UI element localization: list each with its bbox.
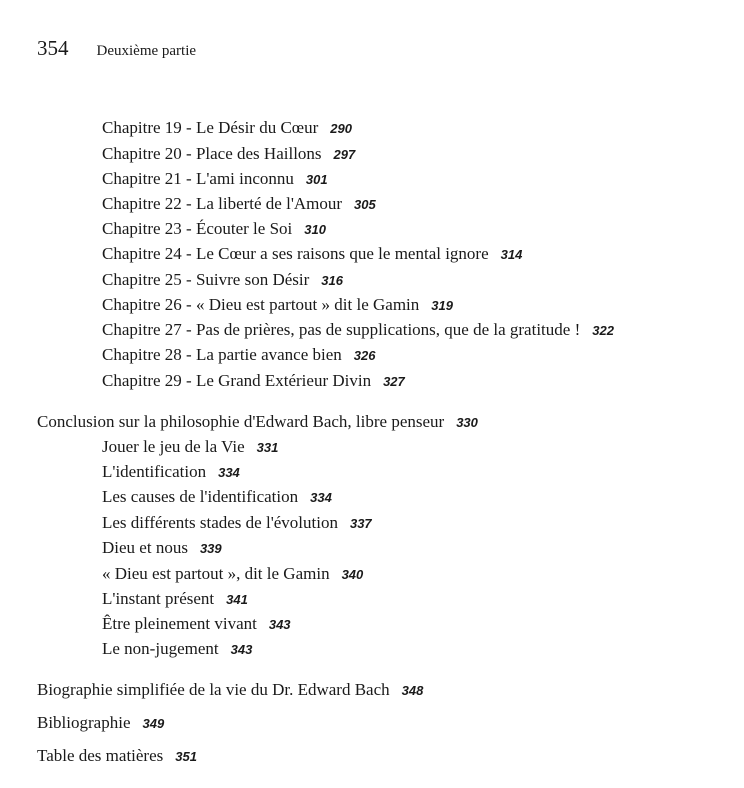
toc-entry-section[interactable] xyxy=(102,487,332,508)
toc-entry-title: L'instant présent xyxy=(102,589,215,608)
toc-entry-page: 290 xyxy=(330,121,352,136)
toc-entry-chapter-24[interactable] xyxy=(102,244,522,265)
toc-entry-page: 326 xyxy=(353,348,376,363)
toc-entry-page: 334 xyxy=(310,490,332,505)
page-number: 354 xyxy=(37,36,69,60)
toc-entry-chapter-27[interactable] xyxy=(102,320,614,341)
toc-entry-title: Chapitre 27 - Pas de prières, pas de supplications, que de la gratitude ! xyxy=(102,320,581,339)
toc-entry-page: 327 xyxy=(383,374,405,389)
toc-entry-page: 322 xyxy=(592,323,614,338)
toc-entry-title: Chapitre 28 - La partie avance bien xyxy=(102,345,342,364)
toc-entry-page: 337 xyxy=(349,516,372,531)
toc-entry-page: 301 xyxy=(305,172,328,187)
toc-entry-conclusion[interactable] xyxy=(37,412,478,433)
toc-entry-section[interactable] xyxy=(102,564,363,585)
toc-entry-page: 297 xyxy=(333,147,356,162)
toc-entry-page: 351 xyxy=(175,749,197,764)
toc-entry-title: Chapitre 23 - Écouter le Soi xyxy=(102,219,293,238)
toc-entry-chapter-19[interactable] xyxy=(102,118,352,139)
toc-entry-page: 334 xyxy=(218,465,240,480)
part-title: Deuxième partie xyxy=(96,43,197,59)
toc-entry-title: Conclusion sur la philosophie d'Edward Bach, libre penseur xyxy=(37,412,445,431)
toc-entry-title: Chapitre 24 - Le Cœur a ses raisons que le mental ignore xyxy=(102,244,489,263)
toc-entry-title: Être pleinement vivant xyxy=(102,614,257,633)
toc-entry-title: Les différents stades de l'évolution xyxy=(102,513,338,532)
toc-entry-title: Chapitre 25 - Suivre son Désir xyxy=(102,270,310,289)
toc-entry-title: Jouer le jeu de la Vie xyxy=(102,437,245,456)
toc-entry-title: Chapitre 29 - Le Grand Extérieur Divin xyxy=(102,371,372,390)
toc-entry-chapter-21[interactable] xyxy=(102,169,328,190)
toc-entry-section[interactable] xyxy=(102,639,252,660)
toc-entry-chapter-22[interactable] xyxy=(102,194,376,215)
toc-entry-page: 339 xyxy=(199,541,222,556)
toc-entry-page: 310 xyxy=(304,222,326,237)
toc-entry-title: L'identification xyxy=(102,462,207,481)
toc-entry-page: 340 xyxy=(341,567,364,582)
toc-entry-page: 343 xyxy=(230,642,253,657)
toc-entry-chapter-20[interactable] xyxy=(102,144,355,165)
toc-entry-title: Dieu et nous xyxy=(102,538,188,557)
toc-entry-title: Biographie simplifiée de la vie du Dr. Edward Bach xyxy=(37,680,390,699)
toc-entry-section[interactable] xyxy=(102,614,291,635)
toc-entry-biography[interactable] xyxy=(37,680,423,701)
toc-entry-chapter-23[interactable] xyxy=(102,219,326,240)
toc-entry-chapter-29[interactable] xyxy=(102,371,405,392)
toc-entry-page: 341 xyxy=(226,592,248,607)
toc-entry-bibliography[interactable] xyxy=(37,713,164,734)
toc-entry-title: Chapitre 26 - « Dieu est partout » dit le Gamin xyxy=(102,295,420,314)
toc-entry-chapter-28[interactable] xyxy=(102,345,375,366)
toc-entry-page: 316 xyxy=(321,273,343,288)
toc-entry-title: Bibliographie xyxy=(37,713,131,732)
toc-entry-page: 349 xyxy=(142,716,165,731)
toc-entry-chapter-25[interactable] xyxy=(102,270,343,291)
toc-entry-section[interactable] xyxy=(102,437,278,458)
toc-entry-table-of-contents[interactable] xyxy=(37,746,197,767)
toc-entry-title: Chapitre 22 - La liberté de l'Amour xyxy=(102,194,343,213)
toc-entry-chapter-26[interactable] xyxy=(102,295,453,316)
toc-entry-page: 331 xyxy=(256,440,279,455)
toc-entry-page: 343 xyxy=(268,617,291,632)
toc-entry-page: 330 xyxy=(456,415,478,430)
toc-entry-title: Chapitre 21 - L'ami inconnu xyxy=(102,169,294,188)
toc-entry-title: Chapitre 19 - Le Désir du Cœur xyxy=(102,118,319,137)
toc-entry-page: 348 xyxy=(401,683,424,698)
toc-entry-section[interactable] xyxy=(102,513,372,534)
toc-entry-section[interactable] xyxy=(102,589,248,610)
toc-entry-title: Chapitre 20 - Place des Haillons xyxy=(102,144,322,163)
toc-entry-title: « Dieu est partout », dit le Gamin xyxy=(102,564,330,583)
toc-entry-section[interactable] xyxy=(102,462,240,483)
toc-entry-title: Les causes de l'identification xyxy=(102,487,299,506)
toc-entry-title: Le non-jugement xyxy=(102,639,219,658)
toc-entry-page: 305 xyxy=(354,197,376,212)
toc-entry-section[interactable] xyxy=(102,538,222,559)
toc-entry-title: Table des matières xyxy=(37,746,164,765)
page-header xyxy=(37,36,196,61)
toc-entry-page: 319 xyxy=(431,298,453,313)
toc-entry-page: 314 xyxy=(500,247,523,262)
